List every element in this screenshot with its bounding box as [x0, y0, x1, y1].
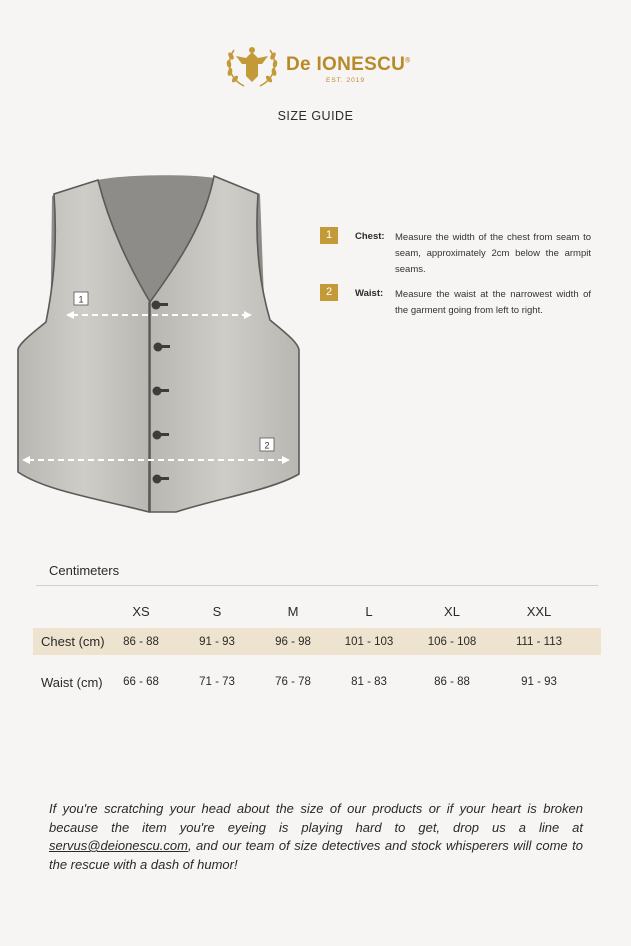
waist-marker: 2 [264, 440, 270, 451]
table-cell: 96 - 98 [275, 635, 311, 648]
contact-note-text: If you're scratching your head about the size of our products or if your heart is broken because the item you're eyeing is playing hard to get, drop us a line at [49, 801, 583, 835]
size-header-xxl: XXL [526, 603, 552, 619]
row-label-chest: Chest (cm) [41, 634, 105, 649]
contact-note [49, 800, 583, 874]
row-label-waist: Waist (cm) [41, 674, 103, 690]
size-header-row [33, 594, 601, 628]
table-row-waist [33, 665, 601, 699]
table-cell: 91 - 93 [521, 676, 557, 688]
table-cell: 106 - 108 [427, 635, 477, 648]
legend-description: Measure the width of the chest from seam to seam, approximately 2cm below the armpit seams. [395, 232, 591, 275]
size-header-l: L [365, 603, 373, 619]
table-cell: 66 - 68 [123, 676, 159, 688]
table-cell: 71 - 73 [199, 676, 235, 688]
legend-label: Chest: [355, 231, 385, 242]
brand-logo[interactable] [224, 40, 414, 92]
table-cell: 76 - 78 [275, 676, 311, 688]
legend-label: Waist: [355, 288, 384, 299]
units-label: Centimeters [49, 563, 120, 578]
email-link[interactable]: servus@deionescu.com [49, 838, 188, 853]
table-cell: 101 - 103 [344, 635, 394, 648]
size-header-s: S [212, 603, 222, 619]
table-row-chest [33, 628, 601, 655]
vest-measurement-diagram [14, 172, 304, 518]
laurel-eagle-icon [224, 40, 280, 92]
brand-established: EST. 2019 [326, 77, 365, 84]
size-header-xs: XS [132, 603, 150, 619]
table-cell: 86 - 88 [434, 676, 470, 688]
legend-description: Measure the waist at the narrowest width of the garment going from left to right. [395, 289, 591, 316]
table-cell: 111 - 113 [515, 635, 563, 648]
brand-name: De IONESCU® [286, 54, 411, 75]
table-cell: 81 - 83 [351, 676, 387, 688]
size-header-xl: XL [444, 603, 460, 619]
table-cell: 86 - 88 [123, 635, 159, 648]
size-table [33, 594, 601, 699]
table-cell: 91 - 93 [199, 635, 235, 648]
page-title: SIZE GUIDE [277, 109, 354, 123]
size-header-m: M [287, 603, 299, 619]
legend-number-badge: 2 [320, 284, 338, 301]
legend-number-badge: 1 [320, 227, 338, 244]
divider [36, 585, 598, 586]
registered-mark: ® [405, 57, 411, 65]
contact-note-text-end: , and our team of size detectives and stock whisperers will come to the rescue with a dash of humor! [49, 838, 583, 872]
chest-marker: 1 [78, 294, 84, 305]
